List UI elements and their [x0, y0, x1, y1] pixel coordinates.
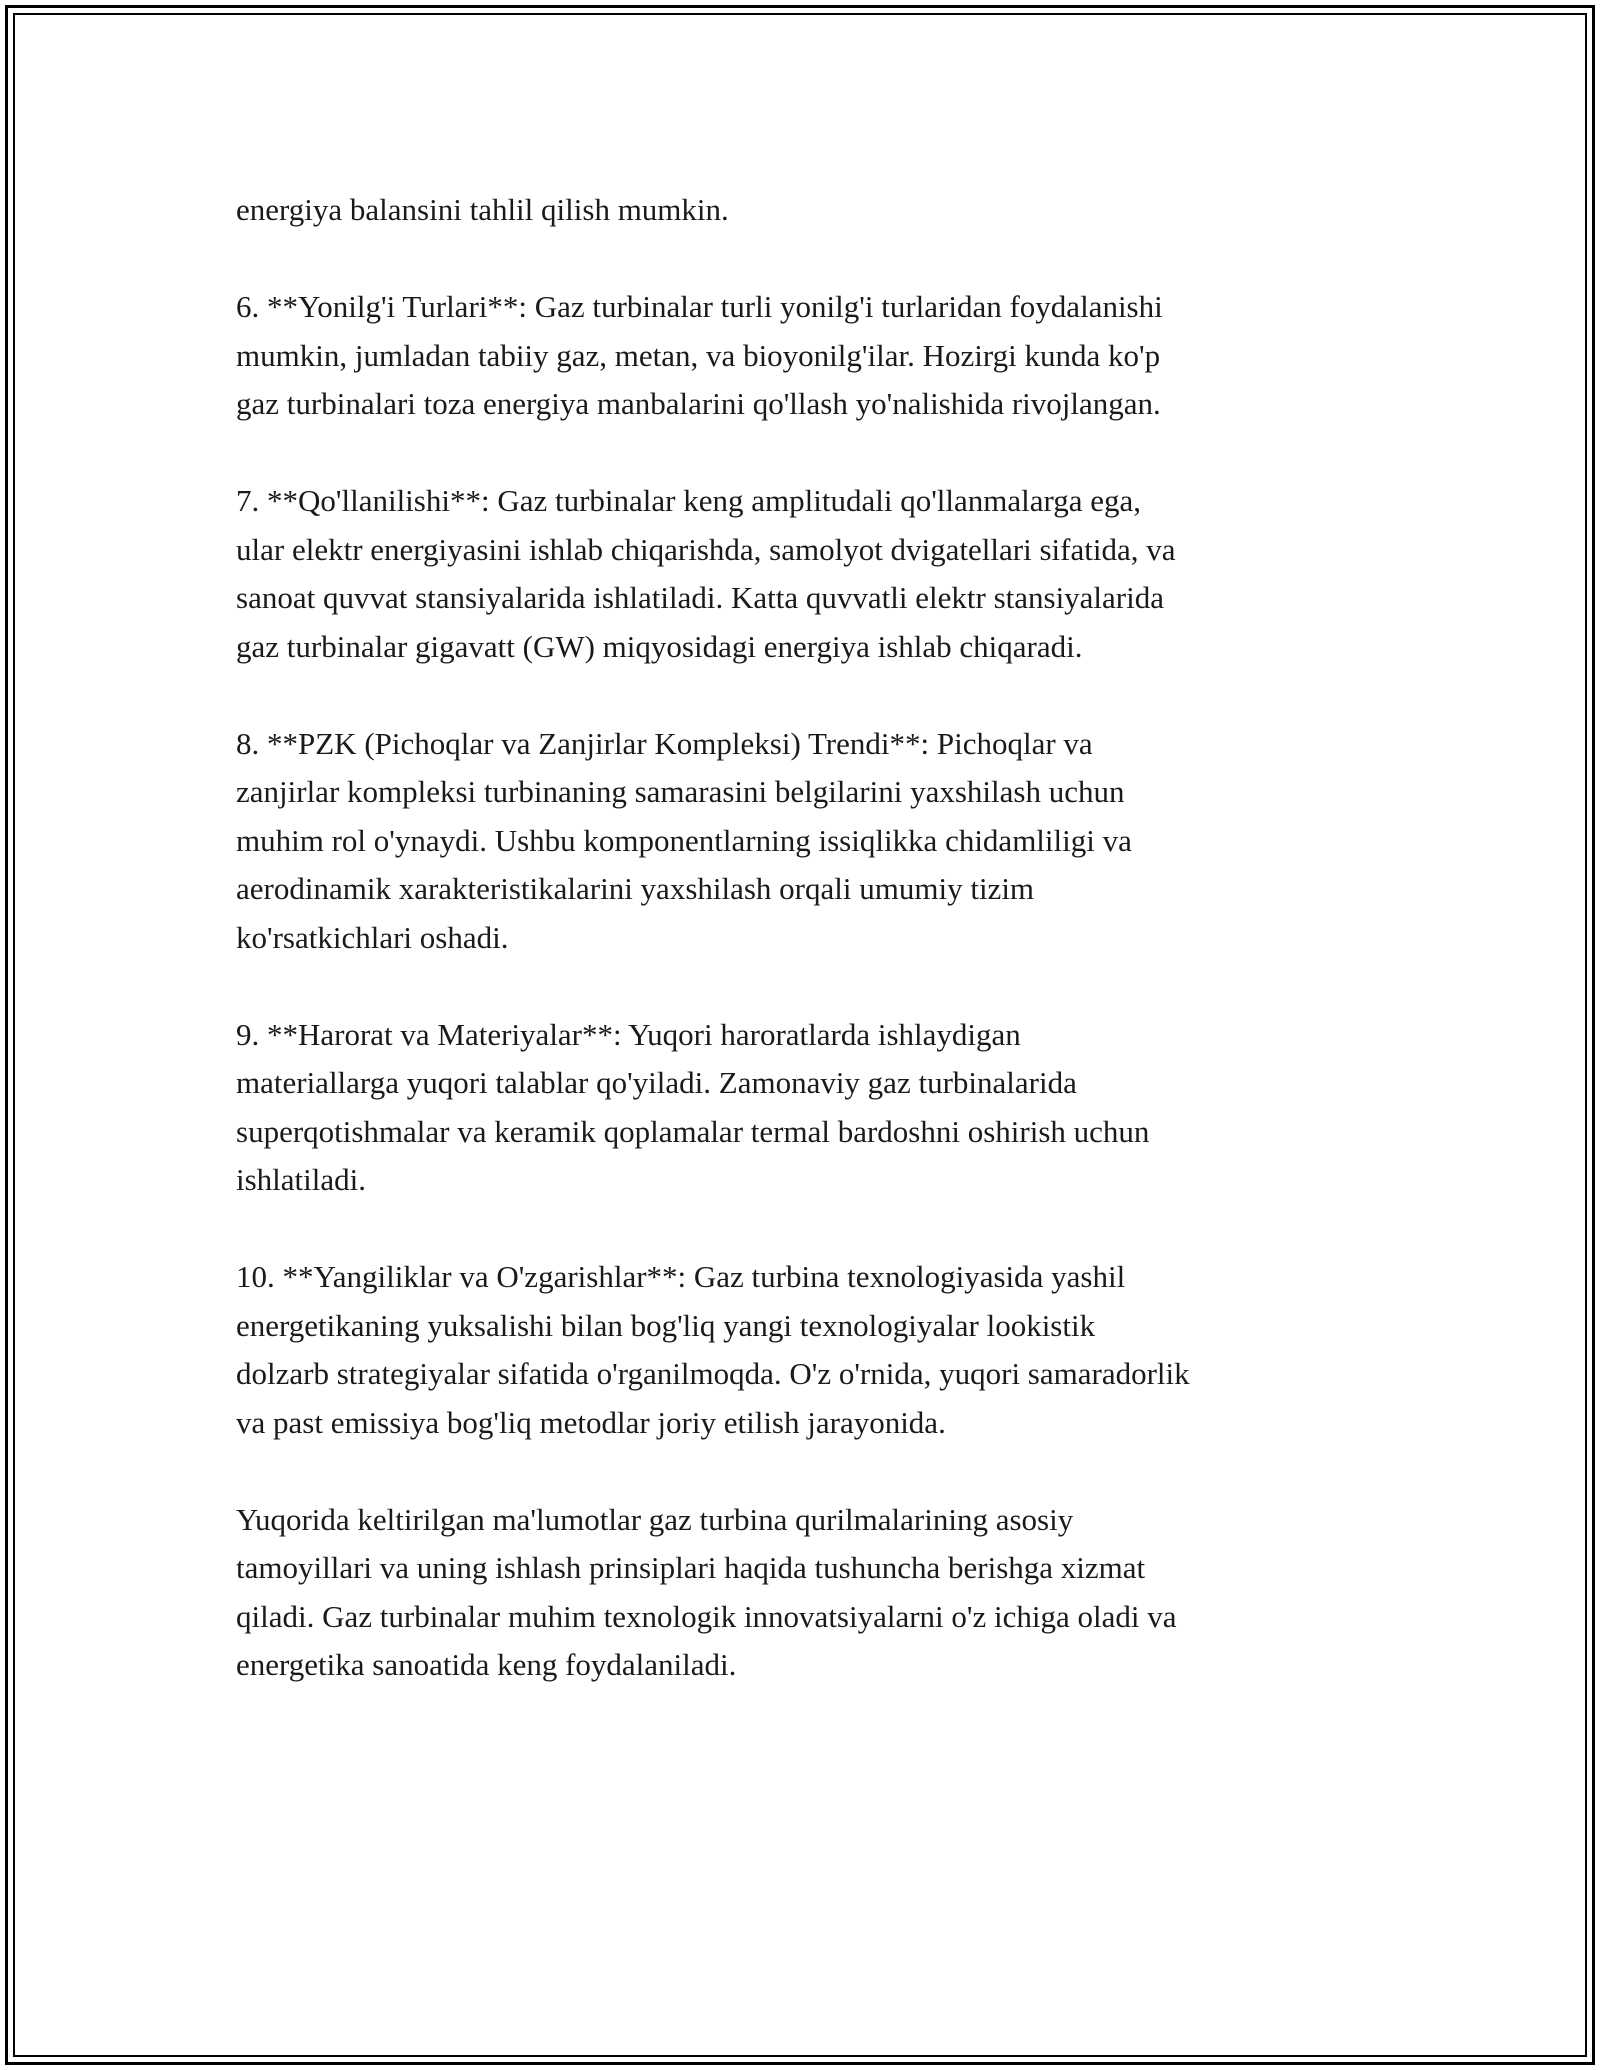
paragraph-item-10: 10. **Yangiliklar va O'zgarishlar**: Gaz turbina texnologiyasida yashil energetikaning yuksalishi bilan bog'liq yangi texnologiyalar lookistik dolzarb strategiyalar sifatida o'rganilmoqda. O'z o'rnida, yuqori samaradorlik va past emissiya bog'liq metodlar joriy etilish jarayonida. [236, 1259, 1190, 1440]
paragraph-conclusion: Yuqorida keltirilgan ma'lumotlar gaz turbina qurilmalarining asosiy tamoyillari va uning ishlash prinsiplari haqida tushuncha berishga xizmat qiladi. Gaz turbinalar muhim texnologik innovatsiyalarni o'z ichiga oladi va energetika sanoatida keng foydalaniladi. [236, 1501, 1177, 1682]
document-body [236, 186, 1396, 1738]
paragraph-item-8: 8. **PZK (Pichoqlar va Zanjirlar Kompleksi) Trendi**: Pichoqlar va zanjirlar kompleksi turbinaning samarasini belgilarini yaxshilash uchun muhim rol o'ynaydi. Ushbu komponentlarning issiqlikka chidamliligi va aerodinamik xarakteristikalarini yaxshilash orqali umumiy tizim ko'rsatkichlari oshadi. [236, 725, 1132, 955]
paragraph-item-7: 7. **Qo'llanilishi**: Gaz turbinalar keng amplitudali qo'llanmalarga ega, ular elektr energiyasini ishlab chiqarishda, samolyot dvigatellari sifatida, va sanoat quvvat stansiyalarida ishlatiladi. Katta quvvatli elektr stansiyalarida gaz turbinalar gigavatt (GW) miqyosidagi energiya ishlab chiqaradi. [236, 483, 1176, 664]
paragraph-item-6: 6. **Yonilg'i Turlari**: Gaz turbinalar turli yonilg'i turlaridan foydalanishi mumkin, jumladan tabiiy gaz, metan, va bioyonilg'ilar. Hozirgi kunda ko'p gaz turbinalari toza energiya manbalarini qo'llash yo'nalishida rivojlangan. [236, 289, 1163, 421]
paragraph-item-9: 9. **Harorat va Materiyalar**: Yuqori haroratlarda ishlaydigan materiallarga yuqori talablar qo'yiladi. Zamonaviy gaz turbinalarida superqotishmalar va keramik qoplamalar termal bardoshni oshirish uchun ishlatiladi. [236, 1016, 1150, 1197]
paragraph-continuation: energiya balansini tahlil qilish mumkin. [236, 192, 729, 227]
